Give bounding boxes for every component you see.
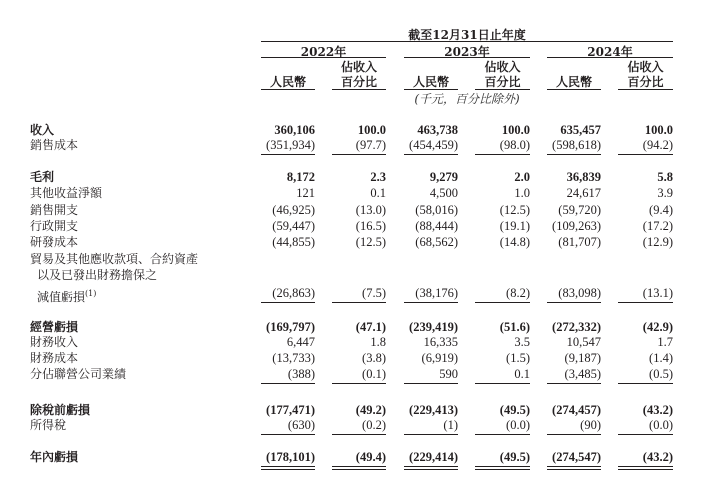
row-label-revenue: 收入 xyxy=(30,123,55,137)
cell-value: 1.0 xyxy=(514,186,530,200)
subtotal-rule xyxy=(618,383,673,384)
cell-value: 24,617 xyxy=(566,186,601,200)
cell-value: 590 xyxy=(439,367,458,381)
total-double-rule xyxy=(261,466,315,470)
cell-value: 1.8 xyxy=(370,335,386,349)
year-2023: 2023年 xyxy=(444,45,490,59)
subtotal-rule xyxy=(475,154,530,155)
cell-value: 16,335 xyxy=(423,335,458,349)
cell-value: (13.0) xyxy=(355,203,386,217)
subtotal-rule xyxy=(404,434,458,435)
subtotal-rule xyxy=(618,434,673,435)
subtotal-rule xyxy=(404,154,458,155)
cell-value: (3,485) xyxy=(564,367,601,381)
cell-value: (1) xyxy=(443,418,458,432)
cell-value: (49.5) xyxy=(499,450,530,464)
cell-value: 0.1 xyxy=(370,186,386,200)
cell-value: 100.0 xyxy=(501,123,530,137)
subhdr-rule xyxy=(332,89,386,90)
subtotal-rule xyxy=(261,302,315,303)
subhdr-rule xyxy=(261,89,315,90)
cell-value: (8.2) xyxy=(506,286,530,300)
cell-value: (59,720) xyxy=(558,203,601,217)
unit-note: (千元，百分比除外) xyxy=(414,92,520,106)
cell-value: (177,471) xyxy=(266,403,315,417)
cell-value: 360,106 xyxy=(274,123,315,137)
cell-value: (98.0) xyxy=(499,138,530,152)
row-label-finance-costs: 財務成本 xyxy=(30,351,79,365)
subtotal-rule xyxy=(547,302,601,303)
cell-value: (58,016) xyxy=(415,203,458,217)
cell-value: (178,101) xyxy=(266,450,315,464)
subtotal-rule xyxy=(332,434,386,435)
subhdr-rule xyxy=(547,89,601,90)
cell-value: (13.1) xyxy=(642,286,673,300)
cell-value: (94.2) xyxy=(642,138,673,152)
row-label-admin-expenses: 行政開支 xyxy=(30,219,79,233)
col-rmb-2024: 人民幣 xyxy=(555,75,592,89)
cell-value: 4,500 xyxy=(429,186,458,200)
subtotal-rule xyxy=(332,154,386,155)
col-pct-2024-line1: 佔收入 xyxy=(627,60,664,74)
cell-value: (16.5) xyxy=(355,219,386,233)
cell-value: 8,172 xyxy=(286,170,315,184)
row-label-other-income: 其他收益淨額 xyxy=(30,186,103,200)
cell-value: (169,797) xyxy=(266,320,315,334)
row-label-gross-profit: 毛利 xyxy=(30,170,55,184)
cell-value: 5.8 xyxy=(657,170,673,184)
row-label-share-of-associates: 分佔聯營公司業績 xyxy=(30,367,127,381)
impairment-text: 減值虧損 xyxy=(37,290,86,304)
col-pct-2022-line1: 佔收入 xyxy=(340,60,377,74)
year-2022: 2022年 xyxy=(300,45,347,59)
cell-value: (46,925) xyxy=(272,203,315,217)
subtotal-rule xyxy=(404,302,458,303)
subtotal-rule xyxy=(475,434,530,435)
row-label-loss-for-year: 年內虧損 xyxy=(30,450,79,464)
cell-value: (49.5) xyxy=(499,403,530,417)
cell-value: (0.0) xyxy=(506,418,530,432)
subtotal-rule xyxy=(332,302,386,303)
subtotal-rule xyxy=(475,302,530,303)
header-rule-top xyxy=(261,41,673,42)
subtotal-rule xyxy=(547,434,601,435)
cell-value: 3.9 xyxy=(657,186,673,200)
cell-value: 1.7 xyxy=(657,335,673,349)
cell-value: (9.4) xyxy=(649,203,673,217)
total-double-rule xyxy=(404,466,458,470)
row-label-selling-expenses: 銷售開支 xyxy=(30,203,79,217)
row-label-operating-loss: 經營虧損 xyxy=(30,320,79,334)
subtotal-rule xyxy=(475,383,530,384)
row-label-cost-of-sales: 銷售成本 xyxy=(30,138,79,152)
total-double-rule xyxy=(332,466,386,470)
cell-value: (9,187) xyxy=(564,351,601,365)
year-2024: 2024年 xyxy=(587,45,633,59)
cell-value: (51.6) xyxy=(499,320,530,334)
subtotal-rule xyxy=(261,383,315,384)
cell-value: 635,457 xyxy=(560,123,601,137)
cell-value: (43.2) xyxy=(642,403,673,417)
row-label-impairment-line1: 貿易及其他應收款項、合約資產 xyxy=(30,252,199,266)
cell-value: 463,738 xyxy=(417,123,458,137)
subtotal-rule xyxy=(332,383,386,384)
cell-value: (43.2) xyxy=(642,450,673,464)
cell-value: 100.0 xyxy=(644,123,673,137)
cell-value: (17.2) xyxy=(642,219,673,233)
subhdr-rule xyxy=(618,89,673,90)
row-label-finance-income: 財務收入 xyxy=(30,335,79,349)
cell-value: (0.1) xyxy=(362,367,386,381)
cell-value: (229,414) xyxy=(409,450,458,464)
col-pct-2023-line2: 百分比 xyxy=(484,75,521,89)
cell-value: (630) xyxy=(287,418,315,432)
cell-value: (42.9) xyxy=(642,320,673,334)
cell-value: (109,263) xyxy=(552,219,601,233)
cell-value: 3.5 xyxy=(514,335,530,349)
cell-value: (83,098) xyxy=(558,286,601,300)
cell-value: (351,934) xyxy=(266,138,315,152)
col-rmb-2023: 人民幣 xyxy=(412,75,449,89)
subtotal-rule xyxy=(261,154,315,155)
row-label-impairment-line3 xyxy=(37,286,96,305)
cell-value: (274,457) xyxy=(552,403,601,417)
row-label-income-tax: 所得稅 xyxy=(30,418,67,432)
subtotal-rule xyxy=(547,383,601,384)
footnote-marker: (1) xyxy=(85,289,97,298)
cell-value: (239,419) xyxy=(409,320,458,334)
cell-value: (12.5) xyxy=(355,235,386,249)
cell-value: (1.4) xyxy=(649,351,673,365)
cell-value: 6,447 xyxy=(286,335,315,349)
cell-value: 2.3 xyxy=(370,170,386,184)
cell-value: (81,707) xyxy=(558,235,601,249)
subtotal-rule xyxy=(618,154,673,155)
col-pct-2022-line2: 百分比 xyxy=(340,75,377,89)
cell-value: 10,547 xyxy=(566,335,601,349)
cell-value: 0.1 xyxy=(514,367,530,381)
row-label-loss-before-tax: 除稅前虧損 xyxy=(30,403,91,417)
cell-value: (1.5) xyxy=(506,351,530,365)
subtotal-rule xyxy=(404,383,458,384)
col-pct-2023-line1: 佔收入 xyxy=(484,60,521,74)
cell-value: (59,447) xyxy=(272,219,315,233)
col-pct-2024-line2: 百分比 xyxy=(627,75,664,89)
cell-value: (0.5) xyxy=(649,367,673,381)
cell-value: (598,618) xyxy=(552,138,601,152)
cell-value: (47.1) xyxy=(355,320,386,334)
subtotal-rule xyxy=(261,434,315,435)
cell-value: (0.0) xyxy=(649,418,673,432)
cell-value: (88,444) xyxy=(415,219,458,233)
cell-value: (49.4) xyxy=(355,450,386,464)
cell-value: (97.7) xyxy=(355,138,386,152)
cell-value: 2.0 xyxy=(514,170,530,184)
cell-value: (26,863) xyxy=(272,286,315,300)
cell-value: (19.1) xyxy=(499,219,530,233)
total-double-rule xyxy=(618,466,673,470)
cell-value: (14.8) xyxy=(499,235,530,249)
total-double-rule xyxy=(547,466,601,470)
cell-value: (44,855) xyxy=(272,235,315,249)
cell-value: 121 xyxy=(296,186,315,200)
cell-value: 100.0 xyxy=(357,123,386,137)
cell-value: (388) xyxy=(287,367,315,381)
cell-value: (13,733) xyxy=(272,351,315,365)
subtotal-rule xyxy=(618,302,673,303)
cell-value: (3.8) xyxy=(362,351,386,365)
cell-value: (7.5) xyxy=(362,286,386,300)
cell-value: (68,562) xyxy=(415,235,458,249)
cell-value: (229,413) xyxy=(409,403,458,417)
cell-value: 36,839 xyxy=(566,170,601,184)
cell-value: (454,459) xyxy=(409,138,458,152)
cell-value: (38,176) xyxy=(415,286,458,300)
total-double-rule xyxy=(475,466,530,470)
cell-value: (0.2) xyxy=(362,418,386,432)
col-rmb-2022: 人民幣 xyxy=(269,75,306,89)
cell-value: (274,547) xyxy=(552,450,601,464)
subtotal-rule xyxy=(547,154,601,155)
cell-value: 9,279 xyxy=(429,170,458,184)
row-label-impairment-line2: 以及已發出財務擔保之 xyxy=(37,268,158,282)
cell-value: (90) xyxy=(580,418,601,432)
cell-value: (12.5) xyxy=(499,203,530,217)
cell-value: (49.2) xyxy=(355,403,386,417)
cell-value: (6,919) xyxy=(421,351,458,365)
row-label-rnd-costs: 研發成本 xyxy=(30,235,79,249)
period-title: 截至12月31日止年度 xyxy=(408,28,526,42)
cell-value: (272,332) xyxy=(552,320,601,334)
cell-value: (12.9) xyxy=(642,235,673,249)
